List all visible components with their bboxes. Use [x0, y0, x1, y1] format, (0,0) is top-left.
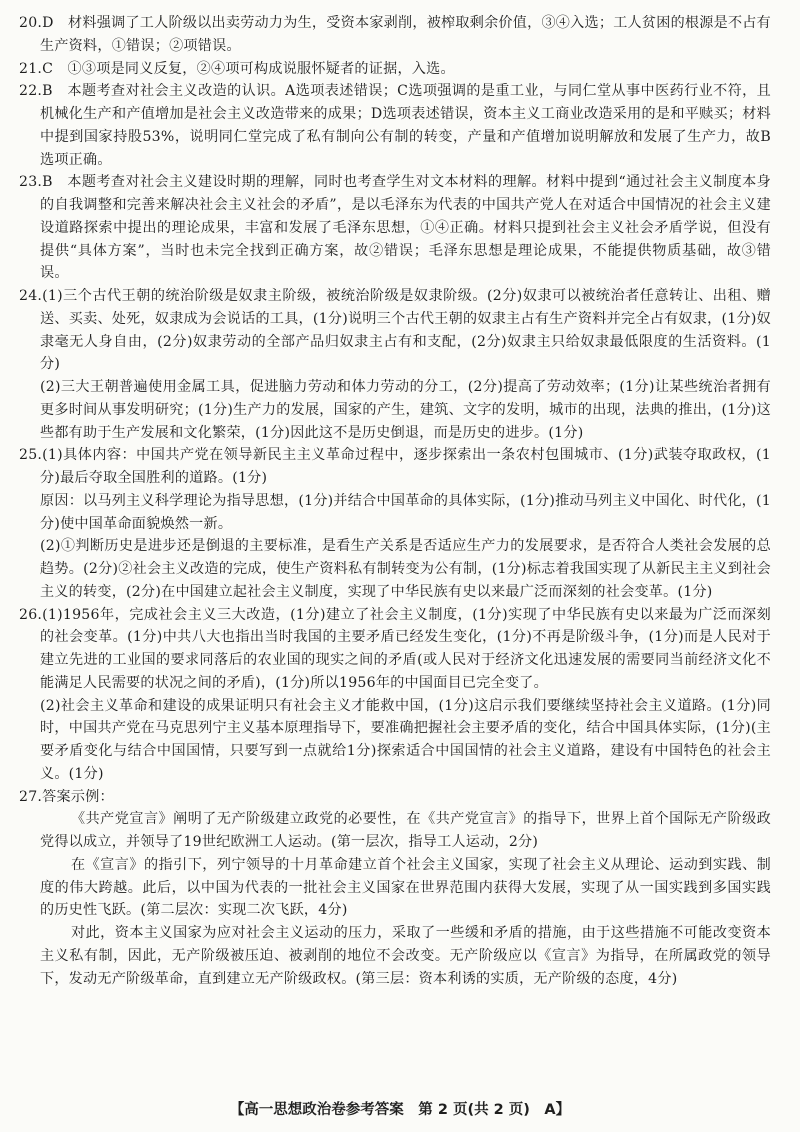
essay-paragraph: 对此，资本主义国家为应对社会主义运动的压力，采取了一些缓和矛盾的措施，由于这些措施不可能改变资本主义私有制，因此，无产阶级被压迫、被剥削的地位不会改变。无产阶级应以《宣言》为指导，在所属政党的领导下，发动无产阶级革命，直到建立无产阶级政权。(第三层：资本利诱的实质，无产阶级的态度，4分): [40, 925, 771, 987]
answer-22: [19, 80, 771, 171]
answer-text: 20.D 材料强调了工人阶级以出卖劳动力为生，受资本家剥削，被榨取剩余价值，③④入选；工人贫困的根源是不占有生产资料，①错误；②项错误。: [19, 15, 771, 54]
answer-text: 24.(1)三个古代王朝的统治阶级是奴隶主阶级，被统治阶级是奴隶阶级。(2分)奴隶可以被统治者任意转让、出租、赠送、买卖、处死，奴隶成为会说话的工具，(1分)说明三个古代王朝的奴隶主占有生产资料并完全占有奴隶，(1分)奴隶毫无人身自由，(2分)奴隶劳动的全部产品归奴隶主占有和支配，(2分)奴隶主只给奴隶最低限度的生活资料。(1分): [19, 288, 771, 373]
answer-text: 21.C ①③项是同义反复，②④项可构成说服怀疑者的证据，入选。: [19, 60, 455, 77]
answer-25: [19, 444, 771, 603]
answer-text: (2)①判断历史是进步还是倒退的主要标准，是看生产关系是否适应生产力的发展要求，是否符合人类社会发展的总趋势。(2分)②社会主义改造的完成，使生产资料私有制转变为公有制，(1分)标志着我国实现了从新民主主义到社会主义的转变，(2分)在中国建立起社会主义制度，实现了中华民族有史以来最广泛而深刻的社会变革。(1分): [40, 538, 771, 600]
answer-27: [19, 786, 771, 991]
essay-paragraph: 在《宣言》的指引下，列宁领导的十月革命建立首个社会主义国家，实现了社会主义从理论、运动到实践、制度的伟大跨越。此后，以中国为代表的一批社会主义国家在世界范围内获得大发展，实现了从一国实践到多国实践的历史性飞跃。(第二层次：实现二次飞跃，4分): [40, 856, 771, 919]
page-footer: 【高一思想政治卷参考答案 第 2 页(共 2 页) A】: [229, 1102, 571, 1118]
answer-text: 原因：以马列主义科学理论为指导思想，(1分)并结合中国革命的具体实际，(1分)推动马列主义中国化、时代化，(1分)使中国革命面貌焕然一新。: [40, 492, 771, 532]
answer-text: (2)社会主义革命和建设的成果证明只有社会主义才能救中国，(1分)这启示我们要继续坚持社会主义道路。(1分)同时，中国共产党在马克思列宁主义基本原理指导下，要准确把握社会主要矛盾的变化，结合中国具体实际，(1分)(主要矛盾变化与结合中国国情，只要写到一点就给1分)探索适合中国国情的社会主义道路，建设有中国特色的社会主义。(1分): [40, 697, 771, 782]
answer-text: (2)三大王朝普遍使用金属工具，促进脑力劳动和体力劳动的分工，(2分)提高了劳动效率；(1分)让某些统治者拥有更多时间从事发明研究；(1分)生产力的发展，国家的产生，建筑、文字的发明，城市的出现，法典的推出，(1分)这些都有助于生产发展和文化繁荣，(1分)因此这不是历史倒退，而是历史的进步。(1分): [40, 379, 771, 441]
answer-24: [19, 285, 771, 444]
answer-text: 26.(1)1956年，完成社会主义三大改造，(1分)建立了社会主义制度，(1分)实现了中华民族有史以来最为广泛而深刻的社会变革。(1分)中共八大也指出当时我国的主要矛盾已经发生变化，(1分)不再是阶级斗争，(1分)而是人民对于建立先进的工业国的要求同落后的农业国的现实之间的矛盾(或人民对于经济文化迅速发展的需要同当前经济文化不能满足人民需要的状况之间的矛盾)，(1分)所以1956年的中国面目已完全变了。: [19, 606, 771, 691]
answer-content: [19, 12, 771, 990]
answer-text: 23.B 本题考查对社会主义建设时期的理解，同时也考查学生对文本材料的理解。材料中提到“通过社会主义制度本身的自我调整和完善来解决社会主义社会的矛盾”，是以毛泽东为代表的中国共产党人在对适合中国情况的社会主义建设道路探索中提出的理论成果，丰富和发展了毛泽东思想，①④正确。材料只提到社会主义社会矛盾学说，但没有提供“具体方案”，当时也未完全找到正确方案，故②错误；毛泽东思想是理论成果，不能提供物质基础，故③错误。: [19, 174, 771, 282]
essay-paragraph: 《共产党宣言》阐明了无产阶级建立政党的必要性，在《共产党宣言》的指导下，世界上首个国际无产阶级政党得以成立，并领导了19世纪欧洲工人运动。(第一层次，指导工人运动，2分): [40, 811, 771, 850]
answer-20: [19, 12, 771, 58]
answer-text: 27.答案示例：: [19, 788, 114, 805]
answer-text: 22.B 本题考查对社会主义改造的认识。A选项表述错误；C选项强调的是重工业，与同仁堂从事中医药行业不符，且机械化生产和产值增加是社会主义改造带来的成果；D选项表述错误，资本主义工商业改造采用的是和平赎买；材料中提到国家持股53%，说明同仁堂完成了私有制向公有制的转变，产量和产值增加说明解放和发展了生产力，故B选项正确。: [19, 83, 771, 168]
answer-21: [19, 58, 771, 81]
answer-23: [19, 171, 771, 285]
answer-26: [19, 604, 771, 786]
answer-text: 25.(1)具体内容：中国共产党在领导新民主主义革命过程中，逐步探索出一条农村包围城市、(1分)武装夺取政权，(1分)最后夺取全国胜利的道路。(1分): [19, 447, 771, 486]
